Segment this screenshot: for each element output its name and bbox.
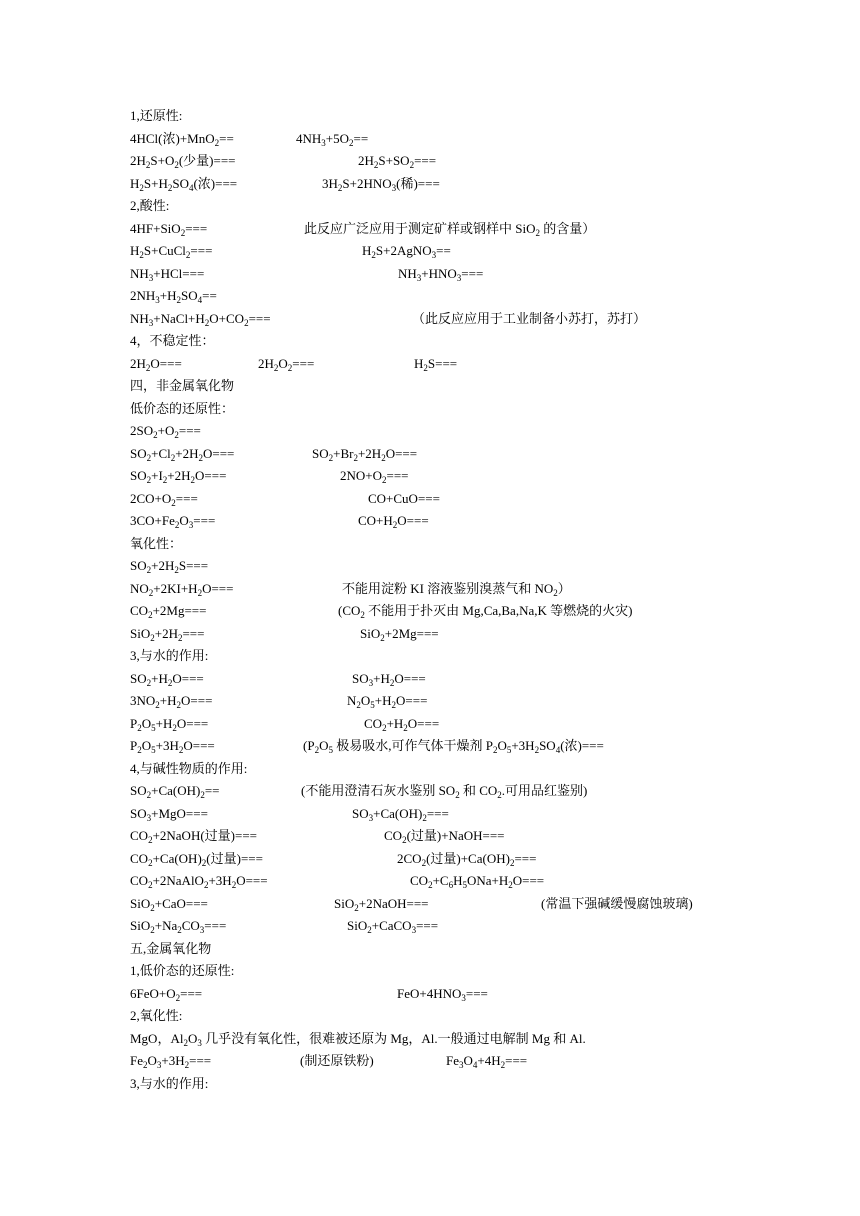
text-line xyxy=(0,443,860,465)
text-segment: $SO_2+H_2O===$ xyxy=(130,670,204,688)
text-line xyxy=(0,960,860,982)
text-segment: $2NO+O_2===$ xyxy=(340,468,409,485)
text-segment: 1,低价态的还原性: xyxy=(130,963,235,978)
text-line xyxy=(0,285,860,307)
text-line xyxy=(0,915,860,937)
text-segment: $NH_3+NaCl+H_2O+CO_2===$ xyxy=(130,310,271,328)
text-segment: $NH_3+HNO_3===$ xyxy=(398,265,484,283)
text-segment: 3,与水的作用: xyxy=(130,1075,209,1091)
text-line xyxy=(0,195,860,217)
text-segment: $CO_2+H_2O===$ xyxy=(364,715,440,733)
text-line xyxy=(0,420,860,442)
text-segment: SiO$_2$+CaO=== xyxy=(130,895,208,913)
text-line xyxy=(0,263,860,285)
text-segment: 低价态的还原性： xyxy=(130,400,235,416)
text-line xyxy=(0,533,860,555)
text-segment: $3NO_2+H_2O===$ xyxy=(130,693,213,710)
text-line xyxy=(0,668,860,690)
text-segment: $CO+H_2O===$ xyxy=(358,513,429,530)
text-line xyxy=(0,488,860,510)
text-line xyxy=(0,735,860,757)
text-segment: $CO_2$(过量)+NaOH=== xyxy=(384,828,505,845)
text-segment: CO+CuO=== xyxy=(368,490,440,506)
text-segment: $N_2O_5+H_2O===$ xyxy=(347,693,428,710)
text-segment: $2SO_2+O_2===$ xyxy=(130,423,201,440)
text-line xyxy=(0,1005,860,1027)
text-segment: $4NH_3+5O_2==$ xyxy=(296,130,369,148)
text-line xyxy=(0,240,860,262)
text-segment: ($P_2O_5$ 极易吸水,可作气体干燥剂 $P_2O_5+3H_2SO_4$(浓)=== xyxy=(303,738,604,755)
text-segment: 4，不稳定性： xyxy=(130,333,215,348)
text-segment: SiO$_2$+2Mg=== xyxy=(360,625,439,643)
text-line xyxy=(0,308,860,330)
text-line xyxy=(0,173,860,195)
text-segment: (制还原铁粉) xyxy=(300,1053,374,1068)
text-line xyxy=(0,330,860,352)
text-line xyxy=(0,1028,860,1050)
text-segment: $CO_2+2Mg===$ xyxy=(130,603,207,620)
text-segment: $NH_3+HCl===$ xyxy=(130,265,205,283)
text-segment: (不能用澄清石灰水鉴别 $SO_2$ 和 $CO_2$.可用品红鉴别) xyxy=(301,783,588,800)
text-segment: MgO，$Al_2O_3$ 几乎没有氧化性，很难被还原为 Mg，Al.一般通过电解制 Mg 和 Al. xyxy=(130,1030,586,1048)
text-segment: $CO_2+2NaAlO_2+3H_2O===$ xyxy=(130,873,268,890)
text-line xyxy=(0,848,860,870)
text-line xyxy=(0,645,860,667)
text-segment: $3H_2S+2HNO_3$(稀)=== xyxy=(322,175,440,193)
text-line xyxy=(0,510,860,532)
text-line xyxy=(0,893,860,915)
text-segment: $SO_2+I_2+2H_2O===$ xyxy=(130,468,227,485)
text-segment: $Fe_2O_3+3H_2===$ xyxy=(130,1053,212,1070)
text-segment: $2CO_2$(过量)$+Ca(OH)_2===$ xyxy=(397,850,537,868)
text-segment: $H_2S+2AgNO_3==$ xyxy=(362,243,451,260)
text-segment: 4HCl(浓)+MnO$_2$== xyxy=(130,130,234,148)
text-segment: （此反应应用于工业制备小苏打，苏打） xyxy=(412,310,647,326)
text-segment: (常温下强碱缓慢腐蚀玻璃) xyxy=(541,895,693,911)
text-segment: $2NH_3+H_2SO_4==$ xyxy=(130,288,217,305)
text-segment: $NO_2+2KI+H_2O===$ xyxy=(130,580,234,598)
text-segment: 2,氧化性: xyxy=(130,1008,183,1023)
text-segment: $SiO_2+2H_2===$ xyxy=(130,625,205,643)
text-segment: $SO_2+Cl_2+2H_2O===$ xyxy=(130,445,235,463)
text-line xyxy=(0,150,860,172)
text-line xyxy=(0,983,860,1005)
text-segment: SiO$_2$+2NaOH=== xyxy=(334,895,429,913)
text-line xyxy=(0,623,860,645)
text-segment: $SO_2+2H_2S===$ xyxy=(130,558,209,575)
text-line xyxy=(0,690,860,712)
text-line xyxy=(0,938,860,960)
text-segment: $6FeO+O_2===$ xyxy=(130,985,203,1003)
text-segment: $H_2S+H_2SO_4$(浓)=== xyxy=(130,175,238,193)
text-segment: 4HF+SiO$_2$=== xyxy=(130,220,208,238)
text-segment: $CO_2+2NaOH$(过量)=== xyxy=(130,828,257,845)
text-segment: $FeO+4HNO_3===$ xyxy=(397,985,488,1003)
text-segment: $3CO+Fe_2O_3===$ xyxy=(130,513,216,530)
text-segment: $SO_3+H_2O===$ xyxy=(352,670,426,688)
text-line xyxy=(0,870,860,892)
text-line xyxy=(0,578,860,600)
text-segment: $CO_2+C_6H_5ONa+H_2O===$ xyxy=(410,873,545,890)
text-line xyxy=(0,555,860,577)
text-segment: 四，非金属氧化物 xyxy=(130,378,235,393)
text-line xyxy=(0,780,860,802)
text-segment: $2CO+O_2===$ xyxy=(130,490,198,508)
text-segment: $SO_3+MgO===$ xyxy=(130,805,208,823)
text-line xyxy=(0,713,860,735)
text-line xyxy=(0,1073,860,1095)
text-segment: 1,还原性: xyxy=(130,108,183,123)
text-segment: $CO_2+Ca(OH)_2$(过量)=== xyxy=(130,850,263,868)
text-segment: $SO_2+Br_2+2H_2O===$ xyxy=(312,445,418,463)
text-line xyxy=(0,105,860,127)
text-segment: 氧化性： xyxy=(130,535,183,551)
text-segment: 五,金属氧化物 xyxy=(130,940,212,956)
text-segment: $2H_2S+O_2$(少量)=== xyxy=(130,153,236,170)
text-line xyxy=(0,758,860,780)
text-line xyxy=(0,825,860,847)
text-segment: SiO$_2$+CaCO$_3$=== xyxy=(347,918,439,935)
text-segment: $H_2S===$ xyxy=(414,355,458,373)
text-line xyxy=(0,600,860,622)
text-line xyxy=(0,128,860,150)
text-segment: $SO_2+Ca(OH)_2==$ xyxy=(130,783,220,800)
text-segment: $Fe_3O_4+4H_2===$ xyxy=(446,1053,528,1070)
text-segment: $2H_2O_2===$ xyxy=(258,355,315,373)
text-line xyxy=(0,803,860,825)
text-segment: $P_2O_5+3H_2O===$ xyxy=(130,738,215,755)
text-segment: 此反应广泛应用于测定矿样或钢样中 SiO$_2$ 的含量） xyxy=(304,220,596,238)
text-segment: $H_2S+CuCl_2===$ xyxy=(130,243,213,260)
text-segment: ($CO_2$ 不能用于扑灭由 Mg,Ca,Ba,Na,K 等燃烧的火灾) xyxy=(338,603,633,620)
text-line xyxy=(0,398,860,420)
text-segment: 2,酸性: xyxy=(130,198,170,213)
text-segment: $P_2O_5+H_2O===$ xyxy=(130,715,209,733)
text-segment: 3,与水的作用: xyxy=(130,648,209,663)
text-line xyxy=(0,465,860,487)
text-line xyxy=(0,375,860,397)
text-segment: $SO_3+Ca(OH)_2===$ xyxy=(352,805,449,823)
text-line xyxy=(0,1050,860,1072)
text-segment: $2H_2O===$ xyxy=(130,355,182,373)
text-segment: $2H_2S+SO_2===$ xyxy=(358,153,437,170)
text-line xyxy=(0,218,860,240)
text-segment: $SiO_2+Na_2CO_3===$ xyxy=(130,918,227,935)
text-line xyxy=(0,353,860,375)
text-segment: 4,与碱性物质的作用: xyxy=(130,760,248,776)
text-segment: 不能用淀粉 KI 溶液鉴别溴蒸气和 $NO_2$） xyxy=(342,580,571,598)
